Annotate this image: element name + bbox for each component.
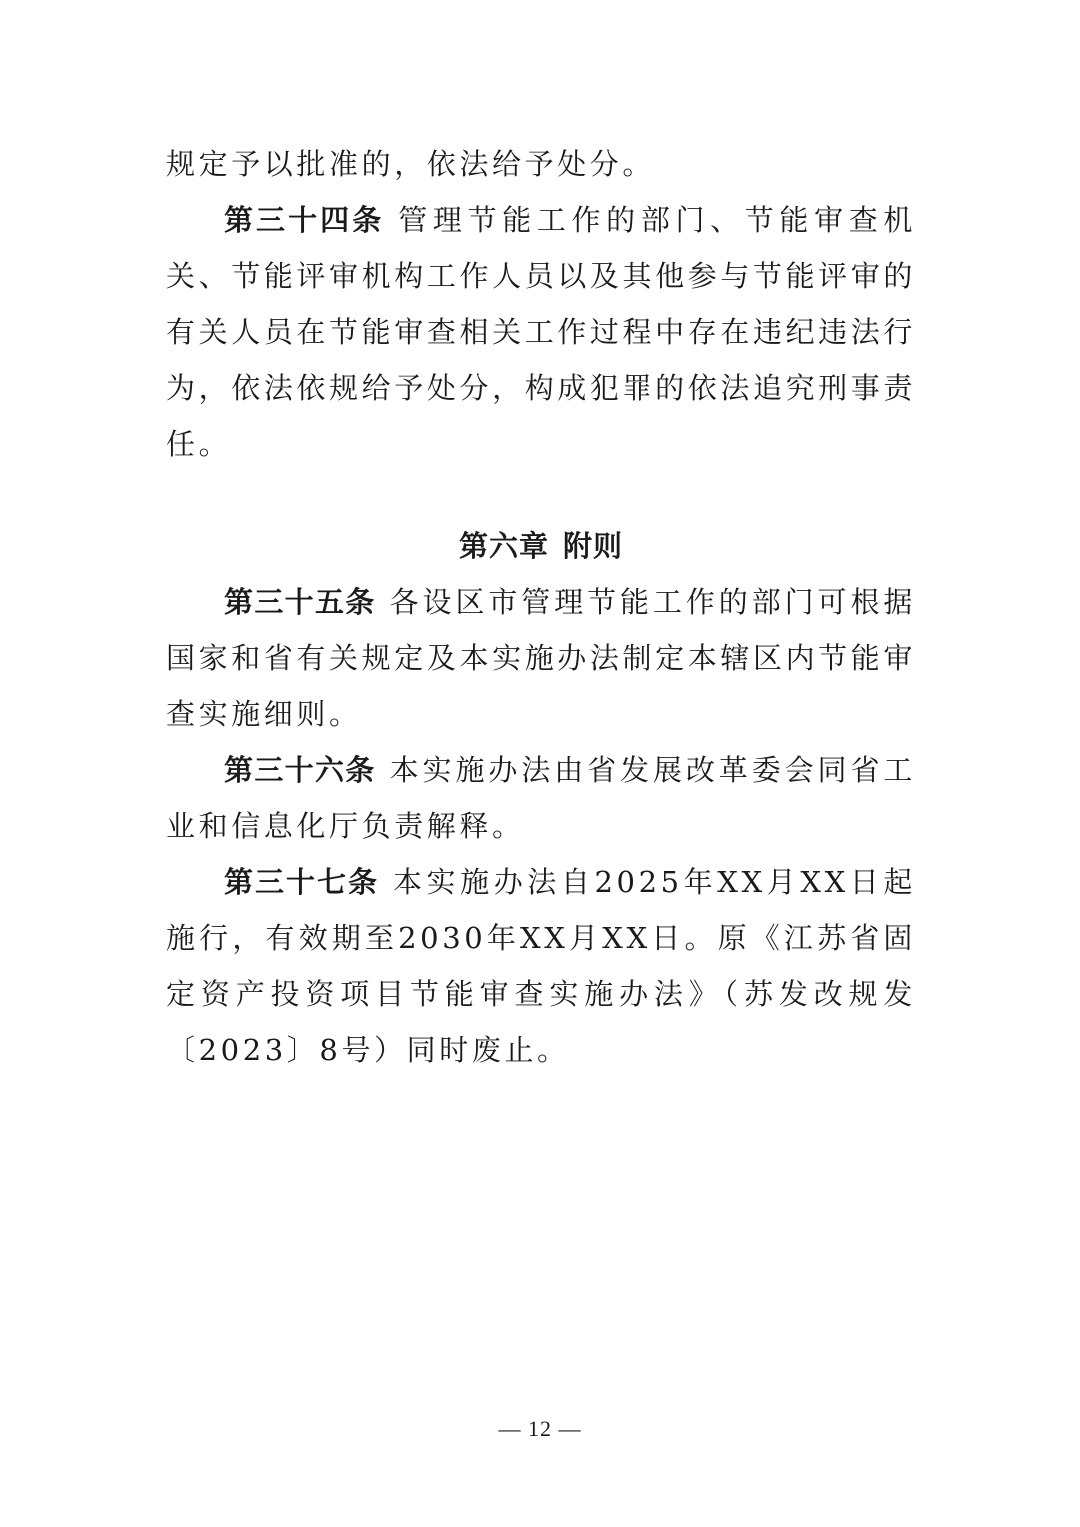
- article-label: 第三十五条: [224, 585, 376, 619]
- article-text: 管理节能工作的部门、节能审查机关、节能评审机构工作人员以及其他参与节能评审的有关人员在节能审查相关工作过程中存在违纪违法行为，依法依规给予处分，构成犯罪的依法追究刑事责任。: [166, 203, 916, 461]
- document-body: [166, 136, 916, 1078]
- page-number: — 12 —: [498, 1416, 582, 1441]
- chapter-heading: [166, 518, 916, 574]
- chapter-number: 第六章: [458, 529, 549, 563]
- article-36: [166, 742, 916, 854]
- article-label: 第三十四条: [224, 203, 385, 237]
- article-text: 各设区市管理节能工作的部门可根据国家和省有关规定及本实施办法制定本辖区内节能审查实施细则。: [166, 585, 916, 731]
- article-label: 第三十七条: [224, 865, 379, 899]
- article-37: [166, 854, 916, 1078]
- article-34: [166, 192, 916, 472]
- paragraph-text: 规定予以批准的，依法给予处分。: [166, 147, 656, 181]
- article-35: [166, 574, 916, 742]
- chapter-title: 附则: [563, 529, 624, 563]
- article-text: 本实施办法由省发展改革委会同省工业和信息化厅负责解释。: [166, 753, 916, 843]
- continued-paragraph: [166, 136, 916, 192]
- article-label: 第三十六条: [224, 753, 376, 787]
- article-text: 本实施办法自2025年XX月XX日起施行，有效期至2030年XX月XX日。原《江苏省固定资产投资项目节能审查实施办法》（苏发改规发〔2023〕8号）同时废止。: [166, 865, 916, 1067]
